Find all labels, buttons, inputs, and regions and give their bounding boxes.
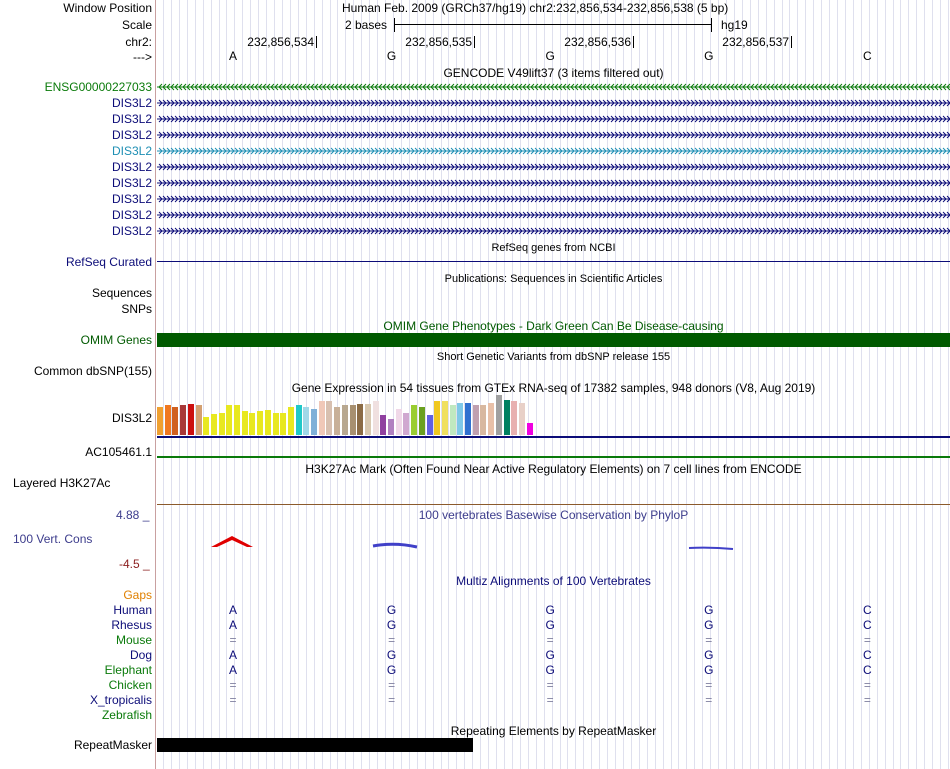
h3k27-title[interactable]: H3K27Ac Mark (Often Found Near Active Regulatory Elements) on 7 cell lines from ENCODE [305,462,802,476]
gtex-tissue-bar[interactable] [188,404,194,435]
multiz-base: = [705,633,713,647]
gtex-tissue-bar[interactable] [211,414,217,435]
multiz-species-label[interactable]: X_tropicalis [89,693,152,707]
gtex-tissue-bar[interactable] [527,423,533,435]
multiz-base: = [705,678,713,692]
position-tick [474,36,475,48]
gtex-tissue-bar[interactable] [180,405,186,435]
multiz-base: C [863,648,872,662]
gencode-gene-line[interactable] [157,82,950,92]
gtex-tissue-bar[interactable] [465,403,471,435]
multiz-base: C [863,663,872,677]
base-letter: A [228,49,237,63]
dbsnp-label[interactable]: Common dbSNP(155) [33,364,152,378]
base-letter: G [545,49,555,63]
gtex-tissue-bar[interactable] [203,417,209,435]
gtex-tissue-bar[interactable] [219,413,225,435]
gencode-gene-label[interactable]: DIS3L2 [111,144,152,158]
gtex-tissue-bar[interactable] [326,401,332,435]
gtex-tissue-bar[interactable] [511,401,517,435]
window-position-value[interactable]: Human Feb. 2009 (GRCh37/hg19) chr2:232,856,534-232,856,538 (5 bp) [342,1,729,15]
gtex-tissue-bar[interactable] [519,403,525,435]
multiz-base: C [863,618,872,632]
multiz-base: A [228,603,237,617]
gtex-tissue-bar[interactable] [265,410,271,435]
gencode-gene-label[interactable]: DIS3L2 [111,128,152,142]
gtex-tissue-bar[interactable] [480,405,486,435]
omim-title[interactable]: OMIM Gene Phenotypes - Dark Green Can Be Disease-causing [383,319,724,333]
gtex-tissue-bar[interactable] [242,411,248,435]
multiz-base: G [545,618,555,632]
multiz-base: = [705,693,713,707]
multiz-base: = [388,633,396,647]
gencode-gene-label[interactable]: DIS3L2 [111,208,152,222]
gtex-tissue-bar[interactable] [280,413,286,435]
multiz-base: = [546,693,554,707]
position-tick [633,36,634,48]
gtex-tissue-bar[interactable] [357,404,363,435]
repeatmasker-label[interactable]: RepeatMasker [73,738,152,752]
gtex-tissue-bar[interactable] [273,413,279,435]
multiz-base: G [386,648,397,662]
multiz-base: A [228,663,237,677]
multiz-base: = [546,633,554,647]
phylop-graph[interactable] [157,530,950,560]
gtex-tissue-bar[interactable] [234,405,240,435]
repeatmasker-element[interactable] [157,738,473,752]
multiz-species-label[interactable]: Mouse [115,633,152,647]
ac-gene-line[interactable] [157,456,950,458]
multiz-base: = [863,633,871,647]
gencode-gene-line[interactable] [157,210,950,220]
gtex-tissue-bar[interactable] [373,401,379,435]
position-tick [791,36,792,48]
omim-gene-bar[interactable] [157,333,950,347]
gtex-tissue-bar[interactable] [226,405,232,435]
gtex-tissue-bar[interactable] [334,407,340,435]
multiz-base: = [388,693,396,707]
scale-bar [394,24,712,25]
multiz-base: G [386,618,397,632]
gtex-tissue-bar[interactable] [342,405,348,435]
gtex-tissue-bar[interactable] [172,407,178,435]
multiz-base: = [863,693,871,707]
phylop-max: 4.88 _ [116,508,150,522]
ac-gene-label[interactable]: AC105461.1 [85,445,152,459]
gtex-tissue-bar[interactable] [296,405,302,435]
position-tick-label: 232,856,537 [722,35,789,49]
phylop-dip-2 [689,548,733,549]
gtex-tissue-bar[interactable] [488,403,494,435]
base-letter: C [863,49,872,63]
gencode-gene-label[interactable]: ENSG00000227033 [44,80,152,94]
gtex-tissue-bar[interactable] [350,405,356,435]
gtex-tissue-bar[interactable] [473,405,479,435]
multiz-species-label[interactable]: Human [113,603,152,617]
multiz-base: G [704,603,714,617]
omim-label[interactable]: OMIM Genes [80,333,152,347]
gtex-tissue-bar[interactable] [365,404,371,435]
h3k27-label[interactable]: Layered H3K27Ac [13,476,111,490]
multiz-base: G [704,663,714,677]
strand-label: ---> [133,50,152,64]
gencode-gene-label[interactable]: DIS3L2 [111,192,152,206]
multiz-base: G [545,603,555,617]
gencode-gene-label[interactable]: DIS3L2 [111,224,152,238]
gencode-gene-label[interactable]: DIS3L2 [111,160,152,174]
gencode-gene-line[interactable] [157,146,950,156]
gtex-tissue-bar[interactable] [411,405,417,435]
publications-title[interactable]: Publications: Sequences in Scientific Articles [444,273,663,285]
gencode-gene-label[interactable]: DIS3L2 [111,112,152,126]
scale-label: Scale [121,18,152,32]
phylop-dip-1 [373,544,417,547]
gencode-title[interactable]: GENCODE V49lift37 (3 items filtered out) [443,66,664,80]
position-tick [316,36,317,48]
gencode-gene-line[interactable] [157,98,950,108]
gencode-gene-label[interactable]: DIS3L2 [111,176,152,190]
multiz-base: G [545,663,555,677]
multiz-base: = [863,678,871,692]
multiz-base: = [546,678,554,692]
gencode-gene-line[interactable] [157,162,950,172]
gencode-gene-label[interactable]: DIS3L2 [111,96,152,110]
multiz-base: G [704,618,714,632]
multiz-species-label[interactable]: Zebrafish [101,708,152,722]
multiz-base: G [704,648,714,662]
phylop-peak-1 [211,536,253,547]
scale-bar-right-tick [711,18,712,32]
gtex-label[interactable]: DIS3L2 [111,411,152,425]
gtex-tissue-bar[interactable] [196,405,202,435]
position-tick-label: 232,856,534 [247,35,314,49]
scale-bar-left-tick [394,18,395,32]
refseq-label[interactable]: RefSeq Curated [65,255,152,269]
gtex-tissue-bar[interactable] [311,409,317,435]
multiz-species-label[interactable]: Elephant [104,663,152,677]
multiz-gaps-label[interactable]: Gaps [123,588,152,602]
gtex-tissue-bar[interactable] [450,405,456,435]
multiz-base: G [386,603,397,617]
gtex-gene-line[interactable] [157,436,950,438]
gtex-tissue-bar[interactable] [427,415,433,435]
dbsnp-title[interactable]: Short Genetic Variants from dbSNP release 155 [436,351,671,363]
gtex-tissue-bar[interactable] [157,407,163,435]
gtex-tissue-bar[interactable] [504,400,510,435]
window-position-label: Window Position [63,1,152,15]
publications-label-sequences[interactable]: Sequences [91,286,152,300]
publications-label-snps[interactable]: SNPs [121,302,152,316]
gtex-tissue-bar[interactable] [249,413,255,435]
gtex-tissue-bar[interactable] [403,413,409,435]
multiz-base: G [386,663,397,677]
multiz-base: = [229,678,237,692]
gtex-tissue-bar[interactable] [257,411,263,435]
scale-assembly: hg19 [721,18,748,32]
gtex-tissue-bar[interactable] [288,407,294,435]
gtex-tissue-bar[interactable] [442,401,448,435]
scale-value: 2 bases [345,18,388,32]
gtex-tissue-bar[interactable] [303,407,309,435]
repeatmasker-title[interactable]: Repeating Elements by RepeatMasker [450,724,657,738]
h3k27-baseline [157,504,950,505]
gencode-gene-line[interactable] [157,226,950,236]
gtex-tissue-bar[interactable] [434,401,440,435]
gencode-gene-line[interactable] [157,178,950,188]
position-tick-label: 232,856,535 [405,35,472,49]
gtex-tissue-bar[interactable] [319,401,325,435]
multiz-base: = [388,678,396,692]
gtex-tissue-bar[interactable] [496,395,502,435]
chr-label: chr2: [125,35,152,49]
multiz-base: C [863,603,872,617]
gencode-gene-line[interactable] [157,130,950,140]
phylop-min: -4.5 _ [119,557,150,571]
multiz-base: G [545,648,555,662]
gencode-gene-line[interactable] [157,194,950,204]
gencode-gene-line[interactable] [157,114,950,124]
multiz-species-label[interactable]: Rhesus [111,618,152,632]
multiz-species-label[interactable]: Dog [129,648,152,662]
multiz-species-label[interactable]: Chicken [108,678,152,692]
multiz-base: A [228,648,237,662]
label-divider [155,0,156,769]
refseq-title[interactable]: RefSeq genes from NCBI [491,242,616,254]
gtex-tissue-bar[interactable] [380,415,386,435]
gtex-tissue-bar[interactable] [388,419,394,435]
phylop-label[interactable]: 100 Vert. Cons [13,532,93,546]
phylop-title[interactable]: 100 vertebrates Basewise Conservation by PhyloP [418,508,689,522]
gtex-tissue-bar[interactable] [457,403,463,435]
multiz-base: = [229,693,237,707]
gtex-title[interactable]: Gene Expression in 54 tissues from GTEx RNA-seq of 17382 samples, 948 donors (V8, Aug 2019) [291,381,816,395]
base-letter: G [386,49,397,63]
gtex-tissue-bar[interactable] [419,407,425,435]
gtex-tissue-bar[interactable] [396,409,402,435]
multiz-title[interactable]: Multiz Alignments of 100 Vertebrates [456,574,651,588]
multiz-base: = [229,633,237,647]
refseq-gene-line[interactable] [157,261,950,262]
position-tick-label: 232,856,536 [564,35,631,49]
gtex-tissue-bar[interactable] [165,405,171,435]
multiz-base: A [228,618,237,632]
base-letter: G [704,49,714,63]
